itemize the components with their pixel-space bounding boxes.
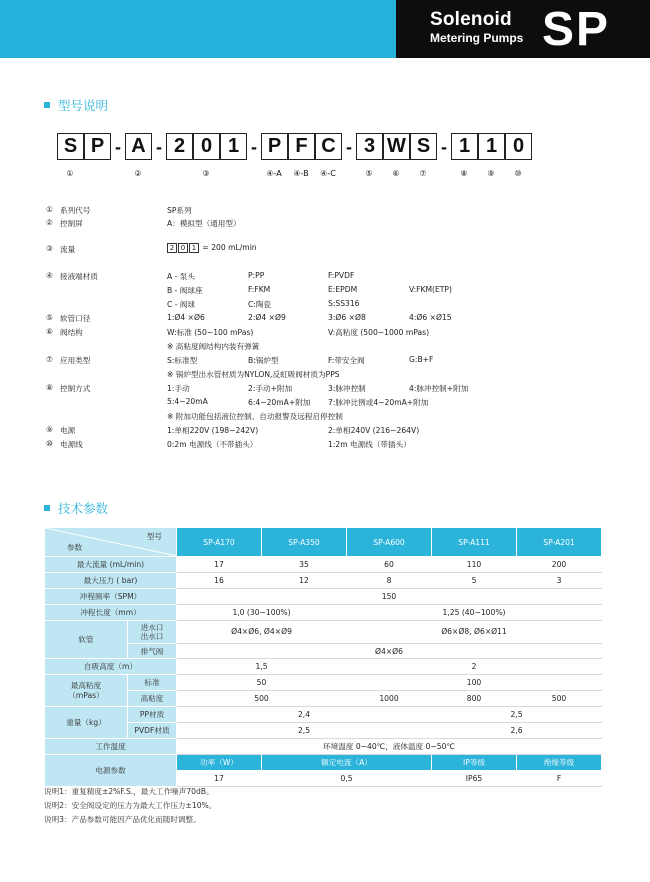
table-cell: IP65 [432, 770, 517, 786]
table-cell: 8 [347, 572, 432, 588]
table-cell: 2,5 [432, 707, 602, 723]
code-label: ② [134, 169, 142, 178]
desc-value: F:FKM [248, 285, 271, 294]
table-cell: 200 [517, 557, 602, 573]
footnote: 说明2：安全阀设定的压力为最大工作压力±10%。 [44, 801, 217, 810]
table-cell: 2,4 [177, 707, 432, 723]
desc-value: 1:手动 [167, 384, 190, 393]
row-sublabel: 排气阀 [128, 643, 177, 659]
desc-name: 控制方式 [60, 384, 91, 393]
desc-value: W:标准 (50~100 mPas) [167, 328, 254, 337]
table-cell: 35 [262, 557, 347, 573]
desc-num: ⑩ [46, 439, 53, 448]
code-dash: - [115, 137, 121, 157]
code-label: ⑩ [514, 169, 522, 178]
desc-value: B - 阀球座 [167, 286, 203, 295]
desc-num: ③ [46, 244, 53, 253]
desc-note: ※ 高粘度阀结构内装有弹簧 [167, 342, 260, 351]
table-cell: 2 [347, 659, 602, 675]
model-header: SP-A170 [177, 528, 262, 557]
table-cell: 12 [262, 572, 347, 588]
code-label: ① [66, 169, 74, 178]
footnote: 说明3：产品参数可能因产品优化而随时调整。 [44, 815, 201, 824]
desc-num: ① [46, 205, 53, 214]
desc-value: E:EPDM [328, 285, 358, 294]
desc-value: 0:2m 电源线（不带插头） [167, 440, 258, 449]
code-label: ⑤ [365, 169, 373, 178]
code-char: 0 [505, 133, 532, 160]
row-sublabel: 标准 [128, 675, 177, 691]
code-char: W [383, 133, 410, 160]
code-label: ⑥ [392, 169, 400, 178]
power-header: 功率（W） [177, 754, 262, 770]
table-cell: 800 [432, 691, 517, 707]
row-label: 软管 [45, 620, 128, 659]
desc-num: ④ [46, 271, 53, 280]
code-dash: - [441, 137, 447, 157]
table-cell: 150 [177, 588, 602, 604]
table-cell: 5 [432, 572, 517, 588]
code-char: S [410, 133, 437, 160]
table-cell: 100 [347, 675, 602, 691]
brand-title: Solenoid [430, 9, 512, 30]
flow-digit: 2 [167, 243, 177, 253]
square-bullet-icon [44, 505, 50, 511]
brand-block [396, 0, 650, 58]
desc-num: ⑨ [46, 425, 53, 434]
desc-num: ⑧ [46, 383, 53, 392]
desc-value: 1:Ø4 ×Ø6 [167, 313, 205, 322]
table-cell: 3 [517, 572, 602, 588]
row-label: 重量（kg） [45, 707, 128, 739]
desc-num: ⑥ [46, 327, 53, 336]
row-label: 冲程长度（mm） [45, 604, 177, 620]
table-cell: 500 [177, 691, 347, 707]
desc-value: 4:Ø6 ×Ø15 [409, 313, 452, 322]
table-corner [45, 528, 177, 557]
table-cell: 1,25 (40~100%) [347, 604, 602, 620]
table-cell: 环境温度 0~40℃，液体温度 0~50℃ [177, 738, 602, 754]
desc-name: 电源线 [60, 440, 83, 449]
table-cell: 500 [517, 691, 602, 707]
table-cell: 0,5 [262, 770, 432, 786]
row-sublabel: 高粘度 [128, 691, 177, 707]
code-char: S [57, 133, 84, 160]
power-header: 额定电流（A） [262, 754, 432, 770]
flow-equation: = 200 mL/min [202, 243, 257, 252]
desc-value: C - 阀球 [167, 300, 196, 309]
row-label: 最高粘度 （mPas） [45, 675, 128, 707]
code-label: ④-B [293, 169, 309, 178]
desc-note: ※ 附加功能包括液位控制、自动报警及远程启停控制 [167, 412, 343, 421]
power-header: 绝缘等级 [517, 754, 602, 770]
model-header: SP-A111 [432, 528, 517, 557]
code-label: ⑨ [487, 169, 495, 178]
desc-value: 7:脉冲比例或4~20mA+附加 [328, 398, 429, 407]
desc-value: G:B+F [409, 355, 434, 364]
model-header: SP-A350 [262, 528, 347, 557]
code-label: ④-C [320, 169, 336, 178]
desc-value: B:锅炉型 [248, 356, 279, 365]
table-cell: 17 [177, 770, 262, 786]
desc-value: 2:手动+附加 [248, 384, 293, 393]
table-cell: 110 [432, 557, 517, 573]
code-dash: - [346, 137, 352, 157]
code-label: ④-A [266, 169, 282, 178]
desc-num: ② [46, 218, 53, 227]
desc-value: S:标准型 [167, 356, 198, 365]
desc-value: 5:4~20mA [167, 397, 208, 406]
desc-num: ⑦ [46, 355, 53, 364]
corner-param-label: 参数 [67, 543, 83, 552]
desc-value: F:PVDF [328, 271, 355, 280]
table-cell: 2,6 [432, 723, 602, 739]
table-cell: 50 [177, 675, 347, 691]
code-label: ⑦ [419, 169, 427, 178]
code-dash: - [156, 137, 162, 157]
table-cell: 17 [177, 557, 262, 573]
desc-name: 接液端材质 [60, 272, 98, 281]
table-cell: 1000 [347, 691, 432, 707]
row-label: 最大压力 ( bar) [45, 572, 177, 588]
table-cell: 60 [347, 557, 432, 573]
row-label: 工作温度 [45, 738, 177, 754]
table-cell: 1,5 [177, 659, 347, 675]
code-char: F [288, 133, 315, 160]
desc-value: 2:Ø4 ×Ø9 [248, 313, 286, 322]
code-char: C [315, 133, 342, 160]
table-cell: 16 [177, 572, 262, 588]
section-title-spec: 技术参数 [44, 499, 108, 517]
desc-name: 应用类型 [60, 356, 91, 365]
code-char: P [84, 133, 111, 160]
code-label: ⑧ [460, 169, 468, 178]
desc-name: 流量 [60, 245, 76, 254]
brand-logo: SP [542, 3, 611, 56]
corner-model-label: 型号 [146, 532, 163, 541]
desc-name: 阀结构 [60, 328, 83, 337]
table-cell: 2,5 [177, 723, 432, 739]
model-header: SP-A201 [517, 528, 602, 557]
section-title-model: 型号说明 [44, 96, 108, 114]
footnote: 说明1：重复精度±2%F.S.，最大工作噪声70dB。 [44, 787, 214, 796]
code-char: 1 [451, 133, 478, 160]
desc-value: 1:2m 电源线（带插头） [328, 440, 411, 449]
power-header: IP等级 [432, 754, 517, 770]
desc-value: 4:脉冲控制+附加 [409, 384, 469, 393]
desc-value: 1:单相220V (198~242V) [167, 426, 259, 435]
desc-value: P:PP [248, 271, 265, 280]
code-char: 2 [166, 133, 193, 160]
desc-name: 系列代号 [60, 206, 91, 215]
desc-value: SP系列 [167, 206, 192, 215]
square-bullet-icon [44, 102, 50, 108]
code-dash: - [251, 137, 257, 157]
desc-name: 软管口径 [60, 314, 91, 323]
code-char: 1 [478, 133, 505, 160]
code-char: P [261, 133, 288, 160]
desc-note: ※ 锅炉型出水管材质为NYLON,反虹吸阀材质为PPS [167, 370, 340, 379]
flow-digit: 0 [178, 243, 188, 253]
row-sublabel: PVDF材质 [128, 723, 177, 739]
code-label: ③ [202, 169, 210, 178]
brand-subtitle: Metering Pumps [430, 31, 524, 45]
desc-value: V:高粘度 (500~1000 mPas) [328, 328, 430, 337]
desc-value: F:带安全阀 [328, 356, 365, 365]
table-cell: Ø4×Ø6, Ø4×Ø9 [177, 620, 347, 643]
desc-num: ⑤ [46, 313, 53, 322]
row-sublabel: 进水口 出水口 [128, 620, 177, 643]
desc-value: C:陶瓷 [248, 300, 272, 309]
desc-value: A：模拟型（通用型） [167, 219, 241, 228]
table-cell: Ø4×Ø6 [177, 643, 602, 659]
code-char: 3 [356, 133, 383, 160]
desc-value: A - 泵头 [167, 272, 195, 281]
desc-value: 3:Ø6 ×Ø8 [328, 313, 366, 322]
desc-value: 3:脉冲控制 [328, 384, 366, 393]
table-cell: 1,0 (30~100%) [177, 604, 347, 620]
table-cell: Ø6×Ø8, Ø6×Ø11 [347, 620, 602, 643]
code-char: 1 [220, 133, 247, 160]
row-label: 最大流量 (mL/min) [45, 557, 177, 573]
flow-code-example [167, 243, 257, 253]
table-cell: F [517, 770, 602, 786]
desc-value: 6:4~20mA+附加 [248, 398, 311, 407]
model-header: SP-A600 [347, 528, 432, 557]
desc-value: S:SS316 [328, 299, 360, 308]
desc-value: 2:单相240V (216~264V) [328, 426, 420, 435]
flow-digit: 1 [189, 243, 199, 253]
code-char: A [125, 133, 152, 160]
code-char: 0 [193, 133, 220, 160]
row-sublabel: PP材质 [128, 707, 177, 723]
desc-name: 电源 [60, 426, 76, 435]
desc-name: 控制屏 [60, 219, 83, 228]
row-label: 电源参数 [45, 754, 177, 786]
row-label: 自吸高度（m） [45, 659, 177, 675]
row-label: 冲程频率（SPM） [45, 588, 177, 604]
spec-table [44, 527, 602, 787]
desc-value: V:FKM(ETP) [409, 285, 452, 294]
header-bar [0, 0, 650, 58]
